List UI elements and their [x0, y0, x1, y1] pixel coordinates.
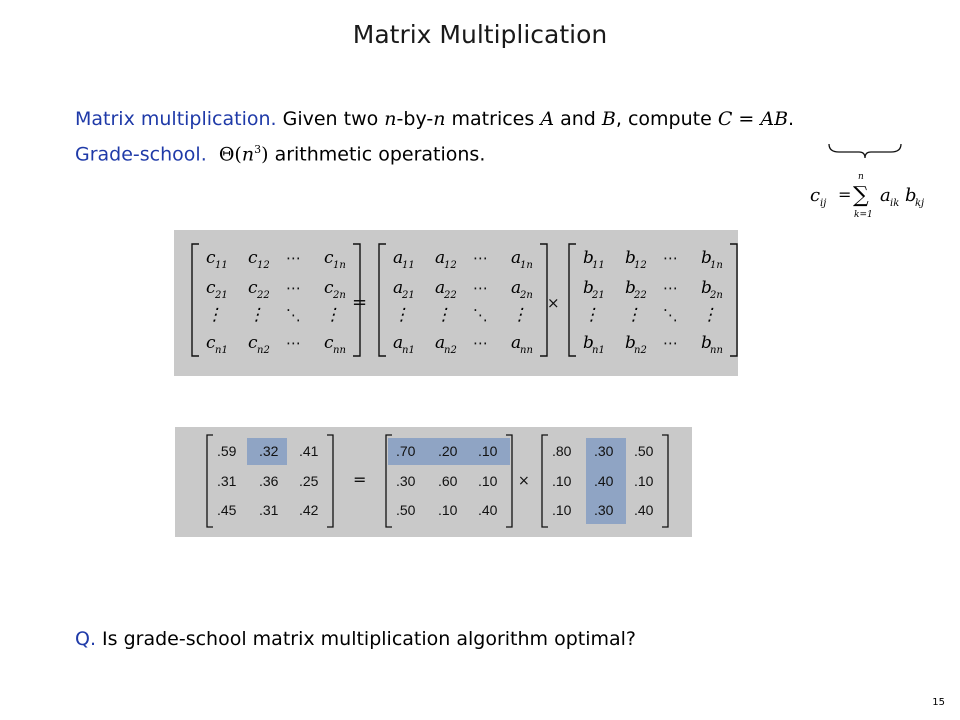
- matrix-C-cell: .42: [299, 502, 319, 518]
- matrix-Bm-dots: ⋯: [663, 249, 678, 267]
- formula-lower: k=1: [854, 210, 873, 220]
- formula-upper: n: [858, 172, 864, 182]
- matrix-A-entry: a: [393, 333, 404, 353]
- matrix-A-cell: .30: [396, 473, 416, 489]
- formula-c-sub: ij: [820, 198, 827, 209]
- var-A: A: [540, 108, 555, 130]
- matrix-A-entry: a: [435, 248, 446, 268]
- matrix-A-cell: .40: [478, 502, 498, 518]
- matrix-A-subscript: n1: [402, 345, 415, 356]
- matrix-A-entry: ⋮: [435, 305, 452, 325]
- matrix-B-cell: .30: [594, 443, 614, 459]
- matrix-C-entry: ⋮: [248, 305, 265, 325]
- matrix-C-cell: .36: [259, 473, 279, 489]
- matrix-Bm-entry: ⋮: [701, 305, 718, 325]
- matrix-A-dots: ⋯: [473, 334, 488, 352]
- matrix-A-cell: .10: [438, 502, 458, 518]
- matrix-A-subscript: n2: [444, 345, 457, 356]
- term-grade-school: Grade-school.: [75, 143, 207, 166]
- matrix-A-entry: a: [511, 333, 522, 353]
- matrix-A-entry: ⋮: [393, 305, 410, 325]
- matrix-A-entry: ⋮: [511, 305, 528, 325]
- formula-a-sub: ik: [890, 198, 900, 209]
- matrix-B-cell: .40: [634, 502, 654, 518]
- matrix-B-cell: .50: [634, 443, 654, 459]
- matrix-A-cell: .50: [396, 502, 416, 518]
- matrix-Bm-entry: b: [583, 248, 594, 268]
- matrix-Bm-subscript: 2n: [710, 290, 723, 301]
- matrix-C-subscript: 1n: [333, 260, 346, 271]
- formula-c: c: [810, 185, 821, 206]
- matrix-A-subscript: nn: [520, 345, 533, 356]
- matrix-A-subscript: 1n: [520, 260, 533, 271]
- matrix-C-entry: c: [248, 278, 258, 298]
- matrix-Bm-dots: ⋯: [663, 334, 678, 352]
- matrix-B-cell: .40: [594, 473, 614, 489]
- matrix-C-subscript: nn: [333, 345, 346, 356]
- matrix-Bm-entry: ⋮: [583, 305, 600, 325]
- times-sign: ×: [518, 473, 530, 489]
- matrix-C-cell: .25: [299, 473, 319, 489]
- matrix-A-cell: .10: [478, 443, 498, 459]
- matrix-A-entry: a: [393, 248, 404, 268]
- matrix-C-cell: .45: [217, 502, 237, 518]
- matrix-A-entry: a: [435, 333, 446, 353]
- matrix-C-entry: c: [248, 333, 258, 353]
- matrix-A-subscript: 12: [444, 260, 457, 271]
- formula-b: b: [905, 185, 917, 206]
- matrix-Bm-subscript: 21: [592, 290, 605, 301]
- matrix-C-dots: ⋯: [286, 249, 301, 267]
- formula-eq: =: [838, 185, 852, 204]
- matrix-C-subscript: 21: [215, 290, 228, 301]
- matrix-C-entry: c: [324, 333, 334, 353]
- numeric-matrix-equation: [175, 427, 692, 537]
- symbolic-matrix-equation: [174, 230, 738, 376]
- matrix-B-cell: .10: [552, 473, 572, 489]
- matrix-A-entry: a: [393, 278, 404, 298]
- matrix-C-subscript: 22: [257, 290, 270, 301]
- matrix-A-entry: a: [511, 278, 522, 298]
- close-paren: ): [261, 143, 269, 166]
- matrix-Bm-dots: ⋯: [663, 279, 678, 297]
- var-n: n: [241, 143, 255, 166]
- matrix-C-dots: ⋯: [286, 334, 301, 352]
- theta-symbol: Θ(: [218, 143, 242, 166]
- formula-a: a: [880, 185, 891, 206]
- grade-school-line: [75, 143, 485, 165]
- matrix-C-cell: .31: [217, 473, 237, 489]
- matrix-A-dots: ⋯: [473, 249, 488, 267]
- matrix-C-entry: c: [206, 248, 216, 268]
- matrix-A-cell: .20: [438, 443, 458, 459]
- question-line: [75, 628, 636, 650]
- matrix-A-dots: ⋱: [473, 306, 488, 324]
- matrix-C-cell: .31: [259, 502, 279, 518]
- curly-brace-icon: [825, 140, 905, 160]
- text-arithmetic-operations: arithmetic operations.: [274, 143, 486, 166]
- matrix-A-subscript: 2n: [520, 290, 533, 301]
- matrix-C-subscript: n1: [215, 345, 228, 356]
- matrix-B-cell: .10: [552, 502, 572, 518]
- question-label: Q.: [75, 628, 96, 650]
- matrix-Bm-subscript: nn: [710, 345, 723, 356]
- page-number: 15: [932, 697, 945, 708]
- matrix-C-dots: ⋯: [286, 279, 301, 297]
- times-sign: ×: [547, 294, 560, 312]
- matrix-A-entry: a: [511, 248, 522, 268]
- matrix-C-entry: c: [248, 248, 258, 268]
- matrix-Bm-entry: b: [701, 248, 712, 268]
- matrix-Bm-entry: b: [583, 333, 594, 353]
- matrix-Bm-entry: ⋮: [625, 305, 642, 325]
- matrix-B-cell: .80: [552, 443, 572, 459]
- exponent-3: 3: [254, 143, 262, 156]
- matrix-A-subscript: 22: [444, 290, 457, 301]
- matrix-C-subscript: 11: [215, 260, 228, 271]
- equals-sign: =: [352, 292, 368, 313]
- matrix-A-dots: ⋯: [473, 279, 488, 297]
- matrix-A-cell: .70: [396, 443, 416, 459]
- matrix-C-cell: .41: [299, 443, 319, 459]
- matrix-C-entry: ⋮: [206, 305, 223, 325]
- matrix-Bm-entry: b: [625, 333, 636, 353]
- period: .: [788, 108, 795, 130]
- matrix-Bm-subscript: 11: [592, 260, 605, 271]
- slide-title: Matrix Multiplication: [352, 20, 608, 49]
- var-n: n: [384, 108, 397, 130]
- matrix-C-subscript: n2: [257, 345, 270, 356]
- matrix-A-subscript: 21: [402, 290, 415, 301]
- text-given-two: Given two: [282, 108, 379, 130]
- matrix-C-entry: c: [324, 248, 334, 268]
- matrix-C-entry: ⋮: [324, 305, 341, 325]
- text-and: and: [560, 108, 596, 130]
- matrix-Bm-subscript: n2: [634, 345, 647, 356]
- matrix-C-entry: c: [206, 333, 216, 353]
- var-B: B: [601, 108, 616, 130]
- text-by: -by-: [396, 108, 434, 130]
- term-matrix-multiplication: Matrix multiplication.: [75, 108, 277, 130]
- matrix-Bm-entry: b: [701, 333, 712, 353]
- matrix-C-subscript: 2n: [333, 290, 346, 301]
- var-n: n: [433, 108, 446, 130]
- matrix-A-subscript: 11: [402, 260, 415, 271]
- matrix-A-cell: .60: [438, 473, 458, 489]
- matrix-C-dots: ⋱: [286, 306, 301, 324]
- matrix-Bm-entry: b: [625, 248, 636, 268]
- question-text: Is grade-school matrix multiplication algorithm optimal?: [102, 628, 637, 650]
- matrix-C-cell: .59: [217, 443, 237, 459]
- symbolic-matrix-panel: [174, 230, 738, 376]
- summation-formula: [800, 165, 950, 225]
- matrix-A-entry: a: [435, 278, 446, 298]
- matrix-C-entry: c: [206, 278, 216, 298]
- definition-line: [75, 108, 794, 130]
- matrix-Bm-subscript: n1: [592, 345, 605, 356]
- matrix-C-subscript: 12: [257, 260, 270, 271]
- matrix-B-cell: .30: [594, 502, 614, 518]
- matrix-Bm-dots: ⋱: [663, 306, 678, 324]
- matrix-Bm-entry: b: [701, 278, 712, 298]
- matrix-Bm-entry: b: [625, 278, 636, 298]
- equation-C-AB: C = AB: [717, 108, 789, 130]
- matrix-Bm-subscript: 22: [634, 290, 647, 301]
- matrix-Bm-subscript: 1n: [710, 260, 723, 271]
- matrix-C-cell: .32: [259, 443, 279, 459]
- text-matrices: matrices: [451, 108, 535, 130]
- formula-sum: ∑: [853, 183, 869, 208]
- matrix-Bm-entry: b: [583, 278, 594, 298]
- numeric-matrix-panel: [175, 427, 692, 537]
- matrix-Bm-subscript: 12: [634, 260, 647, 271]
- matrix-A-cell: .10: [478, 473, 498, 489]
- formula-b-sub: kj: [915, 198, 925, 209]
- matrix-C-entry: c: [324, 278, 334, 298]
- text-compute: , compute: [615, 108, 712, 130]
- equals-sign: =: [353, 470, 367, 489]
- matrix-B-cell: .10: [634, 473, 654, 489]
